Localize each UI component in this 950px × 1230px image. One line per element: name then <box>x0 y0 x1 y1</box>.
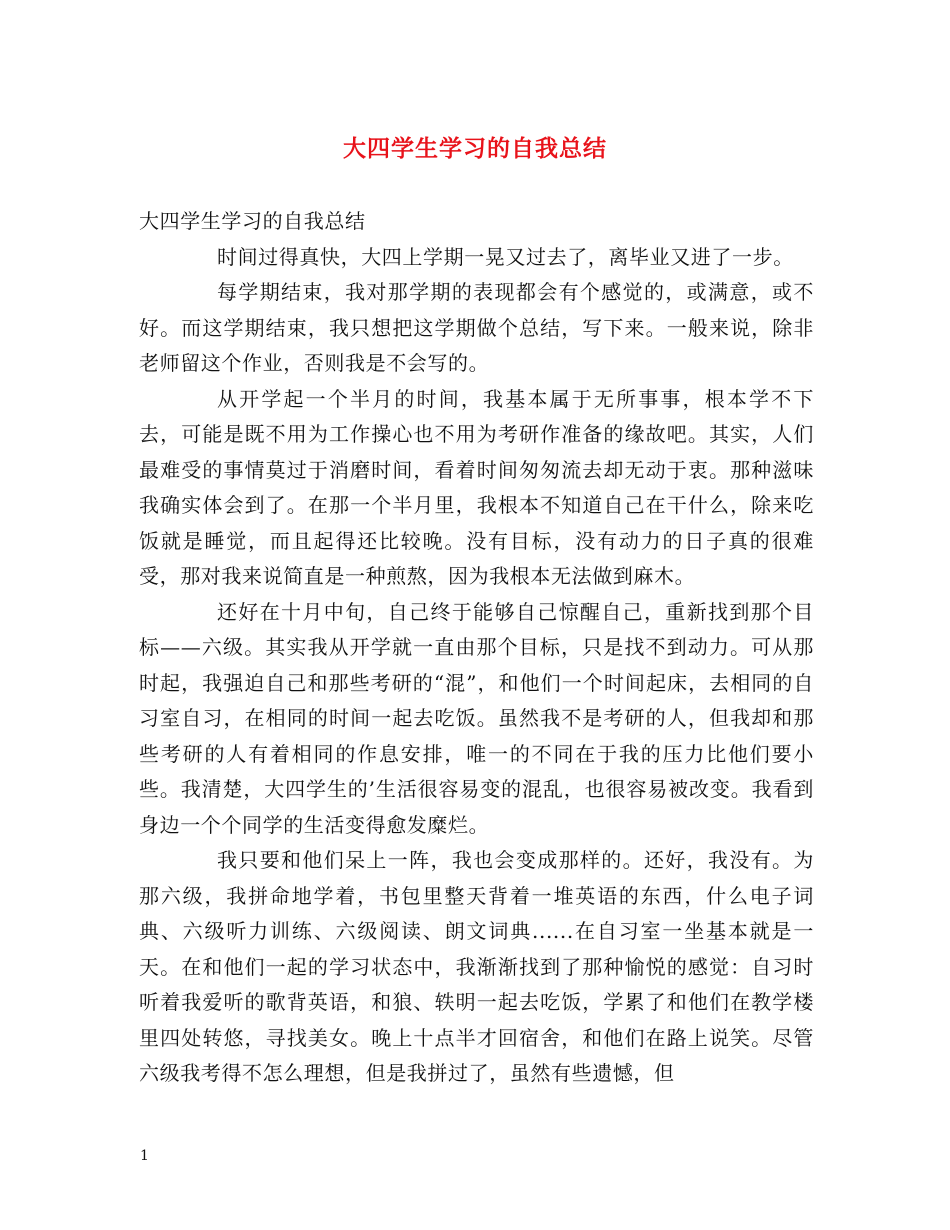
document-title: 大四学生学习的自我总结 <box>343 136 607 162</box>
paragraph-2: 每学期结束，我对那学期的表现都会有个感觉的，或满意，或不好。而这学期结束，我只想把这学期做个总结，写下来。一般来说，除非老师留这个作业，否则我是不会写的。 <box>139 280 814 375</box>
paragraph-3: 从开学起一个半月的时间，我基本属于无所事事，根本学不下去，可能是既不用为工作操心也不用为考研作准备的缘故吧。其实，人们最难受的事情莫过于消磨时间，看着时间匆匆流去却无动于衷。那种滋味我确实体会到了。在那一个半月里，我根本不知道自己在干什么，除来吃饭就是睡觉，而且起得还比较晚。没有目标，没有动力的日子真的很难受，那对我来说简直是一种煎熬，因为我根本无法做到麻木。 <box>139 386 814 588</box>
page-number: 1 <box>140 1148 149 1164</box>
document-body <box>139 204 814 1092</box>
paragraph-1: 时间过得真快，大四上学期一晃又过去了，离毕业又进了一步。 <box>217 244 794 269</box>
paragraph-4: 还好在十月中旬，自己终于能够自己惊醒自己，重新找到那个目标——六级。其实我从开学就一直由那个目标，只是找不到动力。可从那时起，我强迫自己和那些考研的“混”，和他们一个时间起床，去相同的自习室自习，在相同的时间一起去吃饭。虽然我不是考研的人，但我却和那些考研的人有着相同的作息安排，唯一的不同在于我的压力比他们要小些。我清楚，大四学生的’生活很容易变的混乱，也很容易被改变。我看到身边一个个同学的生活变得愈发糜烂。 <box>139 599 814 837</box>
paragraph-5: 我只要和他们呆上一阵，我也会变成那样的。还好，我没有。为那六级，我拼命地学着，书包里整天背着一堆英语的东西，什么电子词典、六级听力训练、六级阅读、朗文词典......在自习室一坐基本就是一天。在和他们一起的学习状态中，我渐渐找到了那种愉悦的感觉：自习时听着我爱听的歌背英语，和狼、轶明一起去吃饭，学累了和他们在教学楼里四处转悠，寻找美女。晚上十点半才回宿舍，和他们在路上说笑。尽管六级我考得不怎么理想，但是我拼过了，虽然有些遗憾，但 <box>139 848 814 1085</box>
document-subtitle: 大四学生学习的自我总结 <box>139 209 366 233</box>
